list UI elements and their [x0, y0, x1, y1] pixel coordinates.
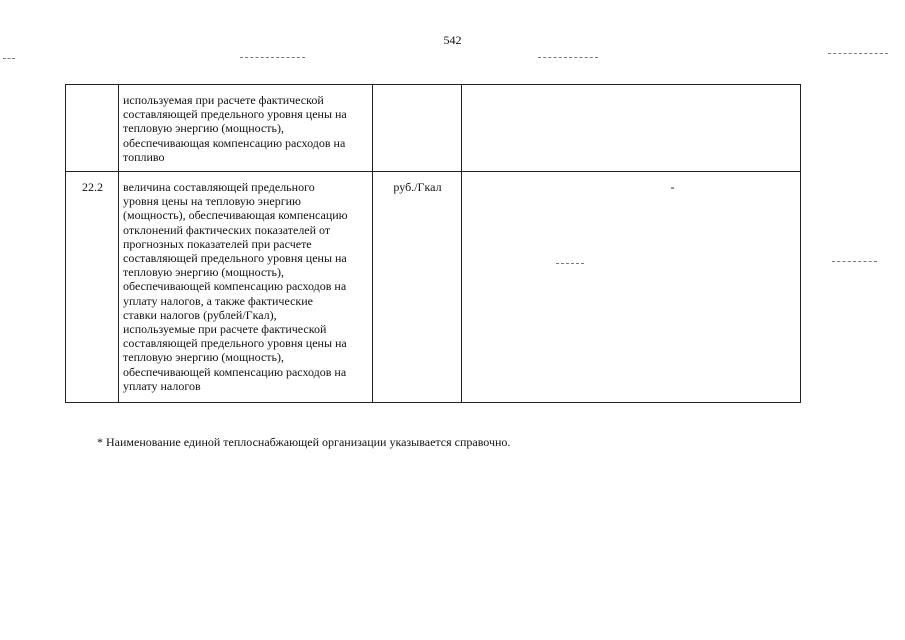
row-number-cell: 22.2 — [66, 172, 119, 403]
scan-artifact-line — [3, 58, 15, 59]
table-row — [66, 85, 801, 172]
row-value-dash: - — [670, 180, 675, 194]
page-number: 542 — [443, 33, 462, 47]
table-row — [66, 172, 801, 403]
scan-artifact-line — [832, 261, 877, 262]
scan-artifact-line — [240, 57, 305, 58]
footnote: * Наименование единой теплоснабжающей организации указывается справочно. — [97, 435, 511, 449]
row-unit-cell: руб./Гкал — [373, 172, 462, 403]
row-value-cell — [462, 172, 801, 403]
row-value-cell — [462, 85, 801, 172]
scan-artifact-line — [538, 57, 598, 58]
scan-artifact-line — [828, 53, 888, 54]
row-unit-cell — [373, 85, 462, 172]
row-number-cell — [66, 85, 119, 172]
document-table — [65, 84, 801, 403]
row-description-cell: используемая при расчете фактической составляющей предельного уровня цены на тепловую энергию (мощность), обеспечивающая компенсацию расходов на топливо — [119, 85, 373, 172]
row-description-cell: величина составляющей предельного уровня цены на тепловую энергию (мощность), обеспечивающая компенсацию отклонений фактических показателей от прогнозных показателей при расчете составляющей предельного уровня цены на тепловую энергию (мощность), обеспечивающей компенсацию расходов на уплату налогов, а также фактические ставки налогов (рублей/Гкал), используемые при расчете фактической составляющей предельного уровня цены на тепловую энергию (мощность), обеспечивающей компенсацию расходов на уплату налогов — [119, 172, 373, 403]
